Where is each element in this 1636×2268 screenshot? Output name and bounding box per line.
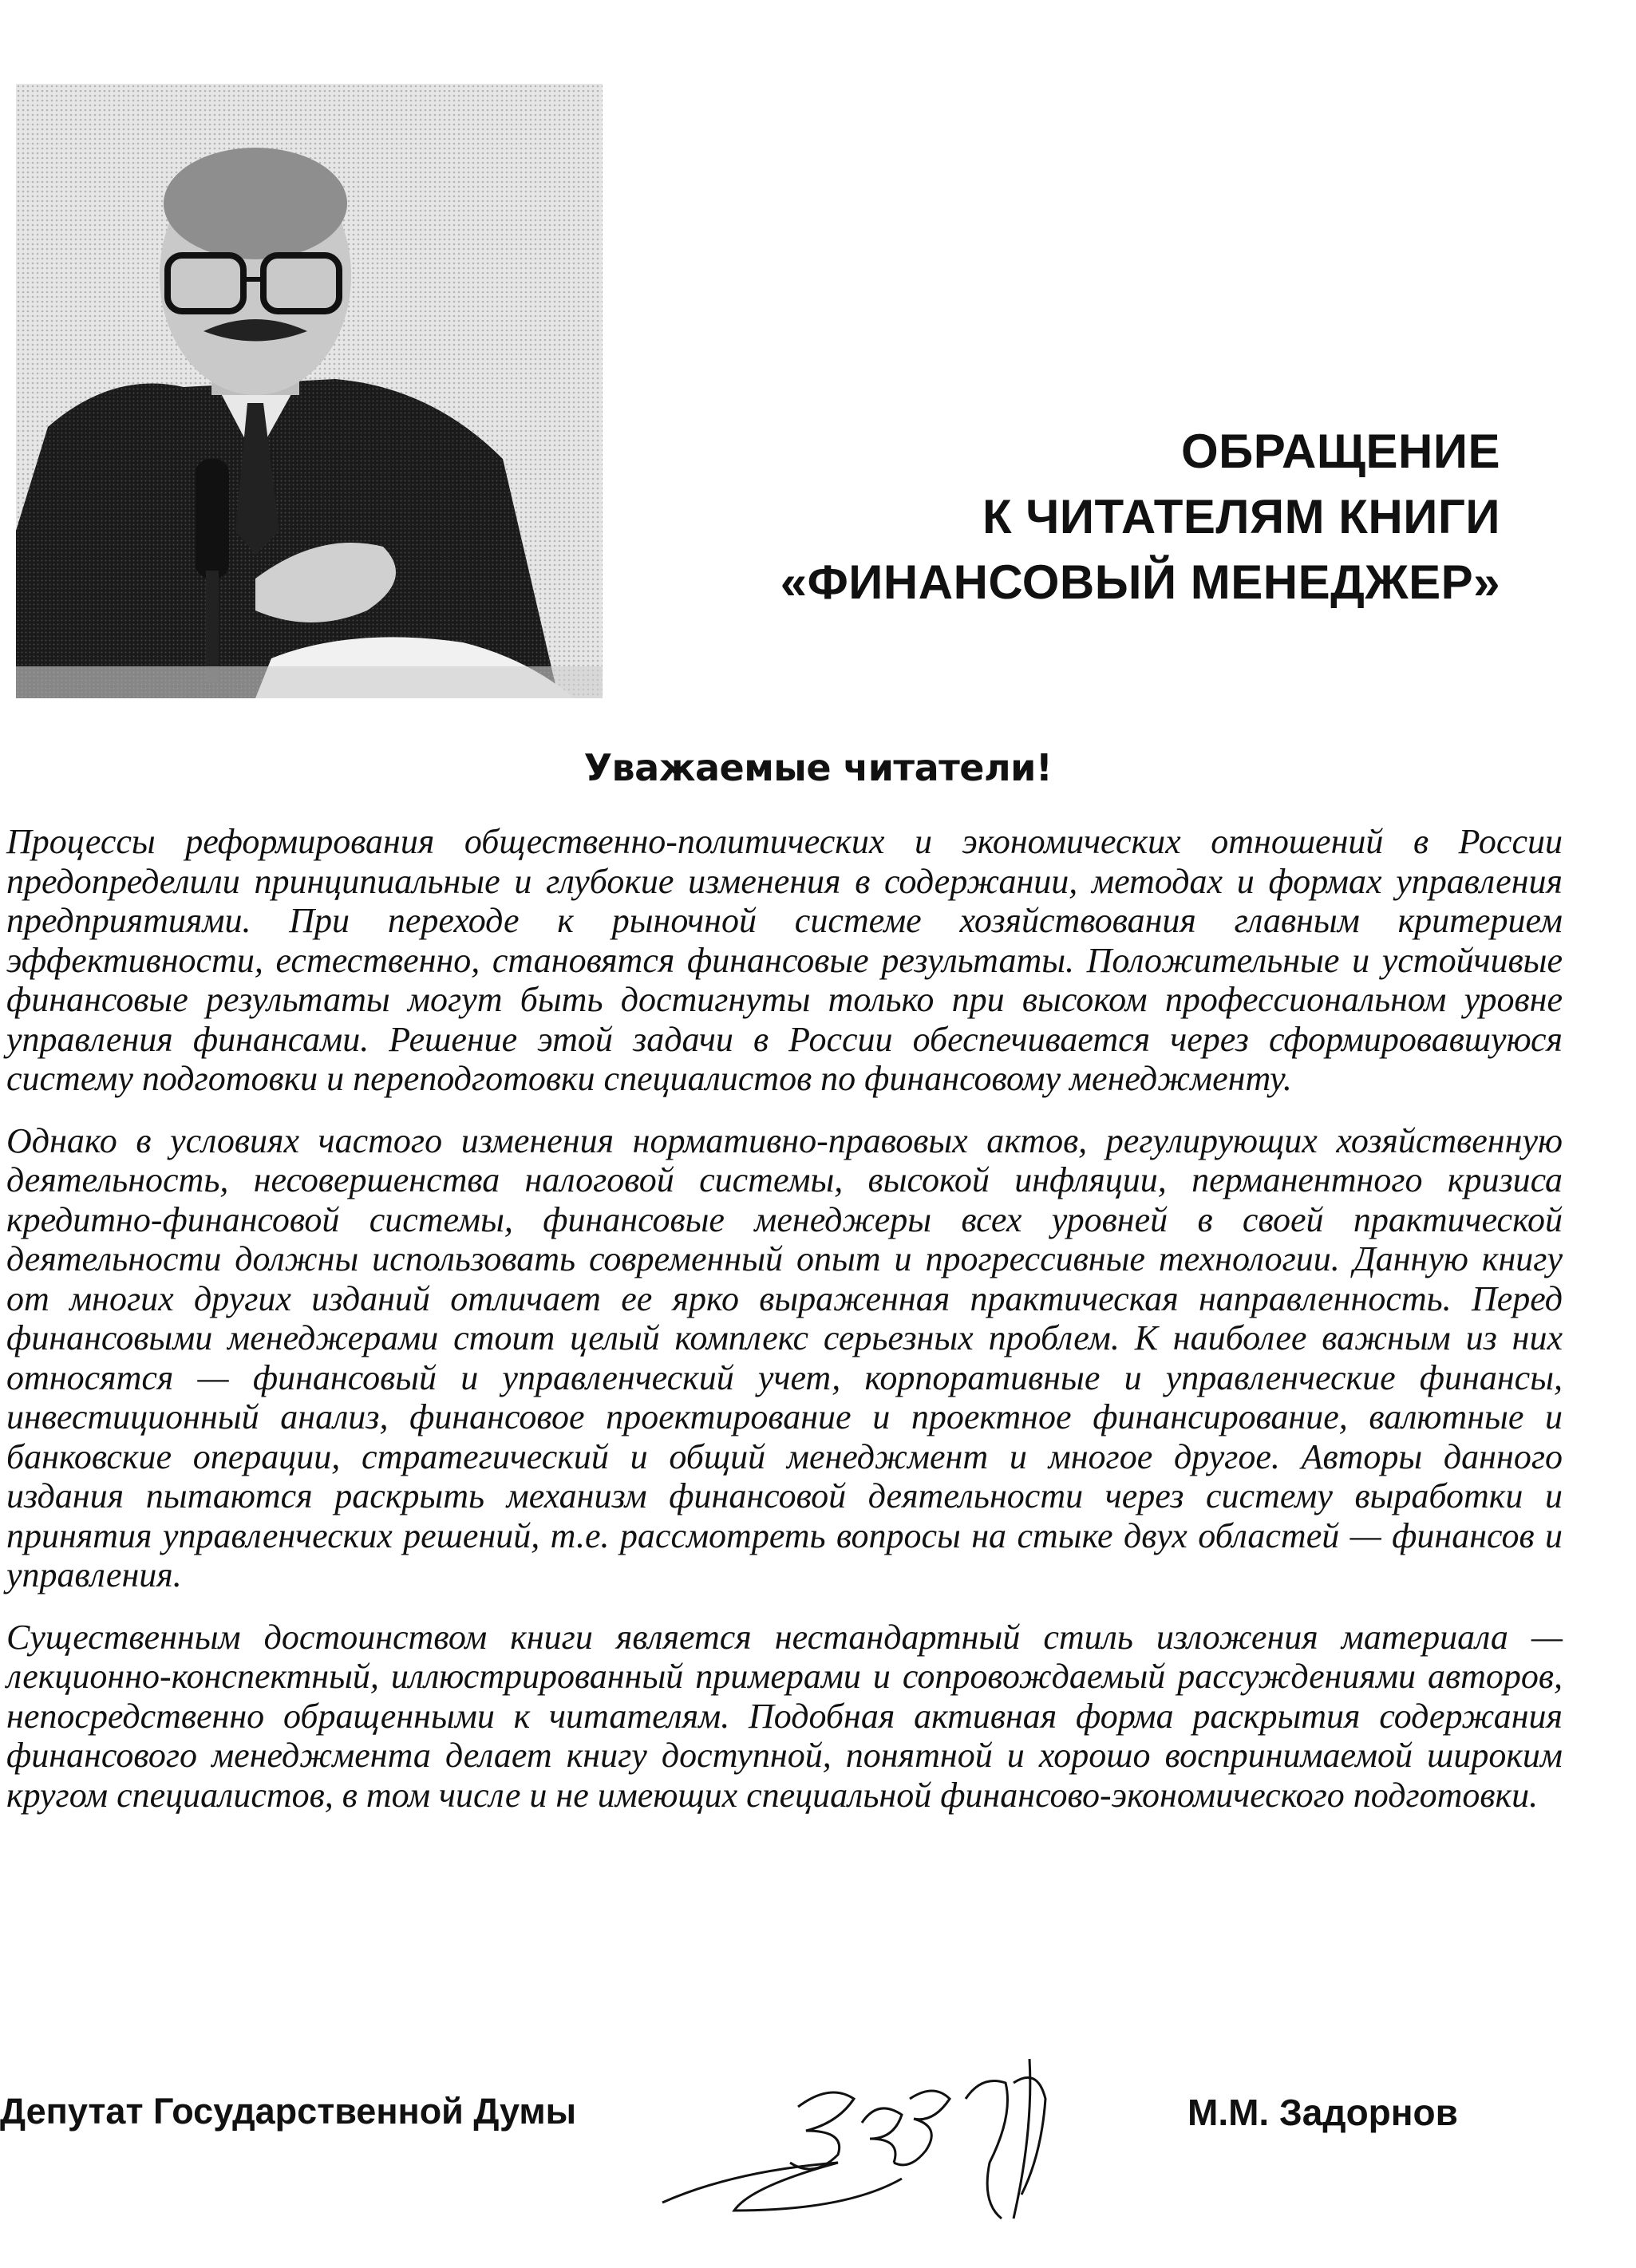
title-line-2: К ЧИТАТЕЛЯМ КНИГИ [982, 490, 1500, 543]
paragraph-1: Процессы реформирования общественно-политических и экономических отношений в России предопределили принципиальные и глубокие изменения в содержании, методах и формах управления предприятиями. При переходе к рыночной системе хозяйствования главным критерием эффективности, естественно, становятся финансовые результаты. Положительные и устойчивые финансовые результаты могут быть достигнуты только при высоком профессиональном уровне управления финансами. Решение этой задачи в России обеспечивается через сформировавшуюся систему подготовки и переподготовки специалистов по финансовому менеджменту. [6, 822, 1563, 1098]
signature-block [0, 2051, 1636, 2234]
letter-body [6, 822, 1563, 1837]
signer-position: Депутат Государственной Думы [0, 2091, 577, 2132]
paragraph-3: Существенным достоинством книги является нестандартный стиль изложения материала — лекционно-конспектный, иллюстрированный примерами и сопровождаемый рассуждениями авторов, непосредственно обращенными к читателям. Подобная активная форма раскрытия содержания финансового менеджмента делает книгу доступной, понятной и хорошо воспринимаемой широким кругом специалистов, в том числе и не имеющих специальной финансово-экономического подготовки. [6, 1617, 1563, 1815]
author-portrait-photo [16, 84, 603, 698]
signer-name: М.М. Задорнов [1187, 2092, 1458, 2133]
title-line-1: ОБРАЩЕНИЕ [1180, 425, 1500, 478]
document-title [583, 419, 1500, 615]
paragraph-2: Однако в условиях частого изменения нормативно-правовых актов, регулирующих хозяйственную деятельность, несовершенства налоговой системы, высокой инфляции, перманентного кризиса кредитно-финансовой системы, финансовые менеджеры всех уровней в своей практической деятельности должны использовать современный опыт и прогрессивные технологии. Данную книгу от многих других изданий отличает ее ярко выраженная практическая направленность. Перед финансовыми менеджерами стоит целый комплекс серьезных проблем. К наиболее важным из них относятся — финансовый и управленческий учет, корпоративные и управленческие финансы, инвестиционный анализ, финансовое проектирование и проектное финансирование, валютные и банковские операции, стратегический и общий менеджмент и многое другое. Авторы данного издания пытаются раскрыть механизм финансовой деятельности через систему выработки и принятия управленческих решений, т.е. рассмотреть вопросы на стыке двух областей — финансов и управления. [6, 1120, 1563, 1594]
title-line-3: «ФИНАНСОВЫЙ МЕНЕДЖЕР» [780, 555, 1500, 609]
greeting-heading: Уважаемые читатели! [583, 746, 1053, 789]
portrait-photo-icon [16, 84, 603, 698]
handwritten-signature-icon [638, 2051, 1165, 2234]
